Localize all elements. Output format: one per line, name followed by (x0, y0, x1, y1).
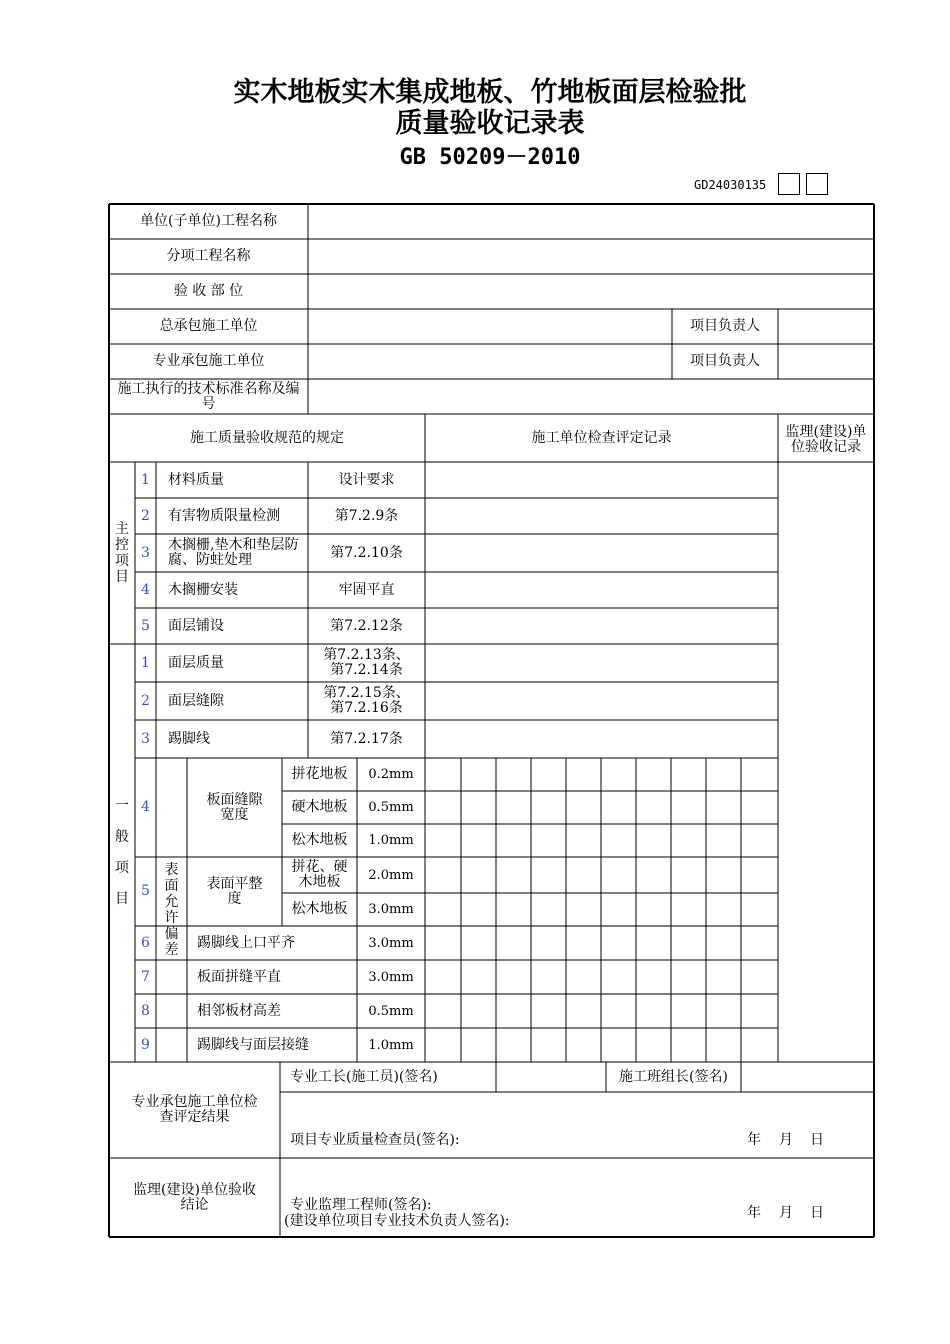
tolerance-value: 1.0mm (368, 1037, 414, 1053)
general-item-no: 3 (141, 730, 150, 747)
tolerance-item-no: 4 (141, 799, 150, 815)
engineer-signature-label[interactable]: 专业监理工程师(签名): (290, 1196, 432, 1213)
tolerance-value: 0.2mm (368, 767, 414, 782)
main-control-group-label: 主控项目 (115, 521, 129, 585)
form-title-line1: 实木地板实木集成地板、竹地板面层检验批 (233, 77, 747, 108)
tolerance-type: 松木地板 (291, 901, 348, 917)
tech-standard-field[interactable] (308, 379, 874, 414)
tolerance-type: 松木地板 (291, 832, 348, 848)
inspector-signature-label[interactable]: 项目专业质量检查员(签名): (290, 1131, 460, 1148)
main-item-req: 牢固平直 (338, 581, 395, 598)
project-manager-label-2: 项目负责人 (690, 353, 760, 369)
tolerance-item-no: 6 (141, 934, 150, 951)
main-item-name: 有害物质限量检测 (168, 507, 280, 524)
main-item-req: 第7.2.12条 (330, 617, 403, 634)
project-name-label: 单位(子单位)工程名称 (140, 213, 277, 229)
date-month: 月 (779, 1204, 793, 1221)
main-item-name: 木搁栅,垫木和垫层防腐、防蛀处理 (168, 537, 299, 568)
main-item-no: 1 (141, 471, 150, 488)
project-manager-field-2[interactable] (778, 344, 874, 379)
tolerance-value: 2.0mm (368, 867, 414, 883)
acceptance-part-field[interactable] (308, 274, 874, 309)
date-year: 年 (747, 1131, 761, 1148)
general-contractor-field[interactable] (308, 309, 672, 344)
tolerance-item-name: 表面平整度 (206, 875, 263, 907)
general-item-no: 1 (141, 654, 150, 671)
tolerance-item-name: 相邻板材高差 (197, 1002, 281, 1019)
date-month: 月 (779, 1131, 793, 1148)
general-item-req: 第7.2.13条、第7.2.14条 (323, 647, 410, 678)
specialty-contractor-field[interactable] (308, 344, 672, 379)
tolerance-item-no: 9 (141, 1036, 150, 1053)
foreman-signature-label[interactable]: 专业工长(施工员)(签名) (290, 1068, 438, 1085)
tolerance-value: 0.5mm (368, 800, 414, 815)
general-item-name: 踢脚线 (168, 730, 210, 747)
main-item-req: 第7.2.9条 (334, 507, 399, 524)
acceptance-part-label: 验 收 部 位 (173, 283, 244, 299)
project-name-field[interactable] (308, 204, 874, 239)
check-record-header: 施工单位检查评定记录 (531, 429, 672, 446)
tolerance-value: 0.5mm (368, 1003, 414, 1019)
subproject-label: 分项工程名称 (166, 248, 251, 264)
main-item-no: 3 (141, 544, 150, 561)
spec-header: 施工质量验收规范的规定 (190, 429, 344, 446)
main-item-name: 木搁栅安装 (168, 581, 238, 598)
standard-code: GB 50209－2010 (399, 145, 581, 170)
supervision-conclusion-label: 监理(建设)单位验收结论 (133, 1181, 256, 1213)
team-leader-signature-label[interactable]: 施工班组长(签名) (619, 1068, 728, 1085)
general-item-name: 面层质量 (168, 654, 224, 671)
code-box-2[interactable] (806, 173, 828, 195)
tolerance-item-name: 踢脚线与面层接缝 (197, 1036, 309, 1053)
tolerance-item-no: 8 (141, 1002, 150, 1019)
form-title-line2: 质量验收记录表 (395, 108, 585, 139)
main-item-no: 2 (141, 507, 150, 524)
tolerance-value: 3.0mm (368, 935, 414, 951)
tolerance-item-name: 踢脚线上口平齐 (197, 934, 295, 951)
code-box-1[interactable] (778, 173, 800, 195)
supervision-header: 监理(建设)单位验收记录 (785, 424, 867, 455)
project-manager-label: 项目负责人 (690, 318, 760, 334)
general-contractor-label: 总承包施工单位 (159, 318, 258, 334)
main-item-name: 面层铺设 (168, 617, 224, 634)
tolerance-group-label: 表面允许偏差 (164, 862, 179, 958)
tolerance-type: 拼花地板 (291, 766, 348, 782)
date-day: 日 (810, 1204, 824, 1221)
tolerance-item-name: 板面拼缝平直 (197, 968, 281, 985)
general-item-req: 第7.2.17条 (330, 730, 403, 747)
general-item-no: 2 (141, 692, 150, 709)
main-item-req: 设计要求 (338, 471, 395, 488)
specialty-contractor-label: 专业承包施工单位 (152, 353, 265, 369)
date-year: 年 (747, 1204, 761, 1221)
tolerance-value: 3.0mm (368, 969, 414, 985)
tech-standard-label: 施工执行的技术标准名称及编号 (117, 380, 300, 412)
tolerance-type: 硬木地板 (291, 799, 348, 815)
tolerance-value: 1.0mm (368, 833, 414, 848)
main-item-no: 5 (141, 617, 150, 634)
tolerance-item-no: 7 (141, 968, 150, 985)
tolerance-item-name: 板面缝隙宽度 (206, 791, 263, 823)
main-item-name: 材料质量 (168, 471, 224, 488)
form-code: GD24030135 (694, 178, 767, 192)
tolerance-value: 3.0mm (368, 902, 414, 917)
subproject-field[interactable] (308, 239, 874, 274)
general-group-label: 一般项目 (115, 798, 129, 907)
general-item-name: 面层缝隙 (168, 692, 224, 709)
owner-signature-label[interactable]: (建设单位项目专业技术负责人签名): (284, 1212, 510, 1229)
contractor-result-label: 专业承包施工单位检查评定结果 (131, 1094, 258, 1125)
tolerance-type: 拼花、硬木地板 (291, 859, 348, 890)
general-item-req: 第7.2.15条、第7.2.16条 (323, 685, 410, 716)
project-manager-field[interactable] (778, 309, 874, 344)
main-item-no: 4 (141, 581, 150, 598)
tolerance-item-no: 5 (141, 883, 150, 899)
main-item-req: 第7.2.10条 (330, 544, 403, 561)
date-day: 日 (810, 1131, 824, 1148)
